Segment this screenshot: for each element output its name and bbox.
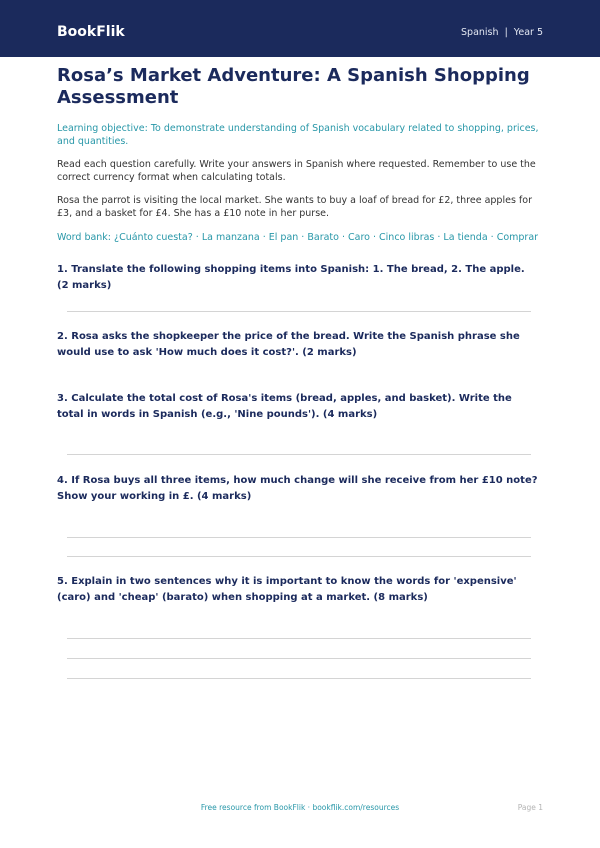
question-2: 2. Rosa asks the shopkeeper the price of the bread. Write the Spanish phrase she would use to ask 'How much does it cost?'. (2 marks) <box>57 331 520 358</box>
page-title: Rosa’s Market Adventure: A Spanish Shopping Assessment <box>57 65 530 108</box>
subject-year-label: Spanish | Year 5 <box>461 27 543 38</box>
answer-line[interactable] <box>67 537 531 538</box>
scenario-text: Rosa the parrot is visiting the local market. She wants to buy a loaf of bread for £2, three apples for £3, and a basket for £4. She has a £10 note in her purse. <box>57 195 532 219</box>
answer-line[interactable] <box>67 638 531 639</box>
question-3: 3. Calculate the total cost of Rosa's items (bread, apples, and basket). Write the total in words in Spanish (e.g., 'Nine pounds'). (4 marks) <box>57 393 512 420</box>
instructions-text: Read each question carefully. Write your answers in Spanish where requested. Remember to use the correct currency format when calculating totals. <box>57 159 536 183</box>
question-4: 4. If Rosa buys all three items, how much change will she receive from her £10 note? Show your working in £. (4 marks) <box>57 475 538 502</box>
question-5: 5. Explain in two sentences why it is important to know the words for 'expensive' (caro) and 'cheap' (barato) when shopping at a market. (8 marks) <box>57 576 517 603</box>
brand-logo: BookFlik <box>57 24 125 40</box>
answer-line[interactable] <box>67 678 531 679</box>
question-1: 1. Translate the following shopping items into Spanish: 1. The bread, 2. The apple. (2 marks) <box>57 264 525 291</box>
page-number: Page 1 <box>517 803 543 812</box>
answer-line[interactable] <box>67 556 531 557</box>
word-bank: Word bank: ¿Cuánto cuesta? · La manzana · El pan · Barato · Caro · Cinco libras · La tienda · Comprar <box>57 232 539 243</box>
header-bar <box>0 0 600 57</box>
footer-credit: Free resource from BookFlik · bookflik.com/resources <box>200 803 400 812</box>
answer-line[interactable] <box>67 311 531 312</box>
answer-line[interactable] <box>67 454 531 455</box>
answer-line[interactable] <box>67 658 531 659</box>
learning-objective: Learning objective: To demonstrate understanding of Spanish vocabulary related to shopping, prices, and quantities. <box>57 123 539 147</box>
